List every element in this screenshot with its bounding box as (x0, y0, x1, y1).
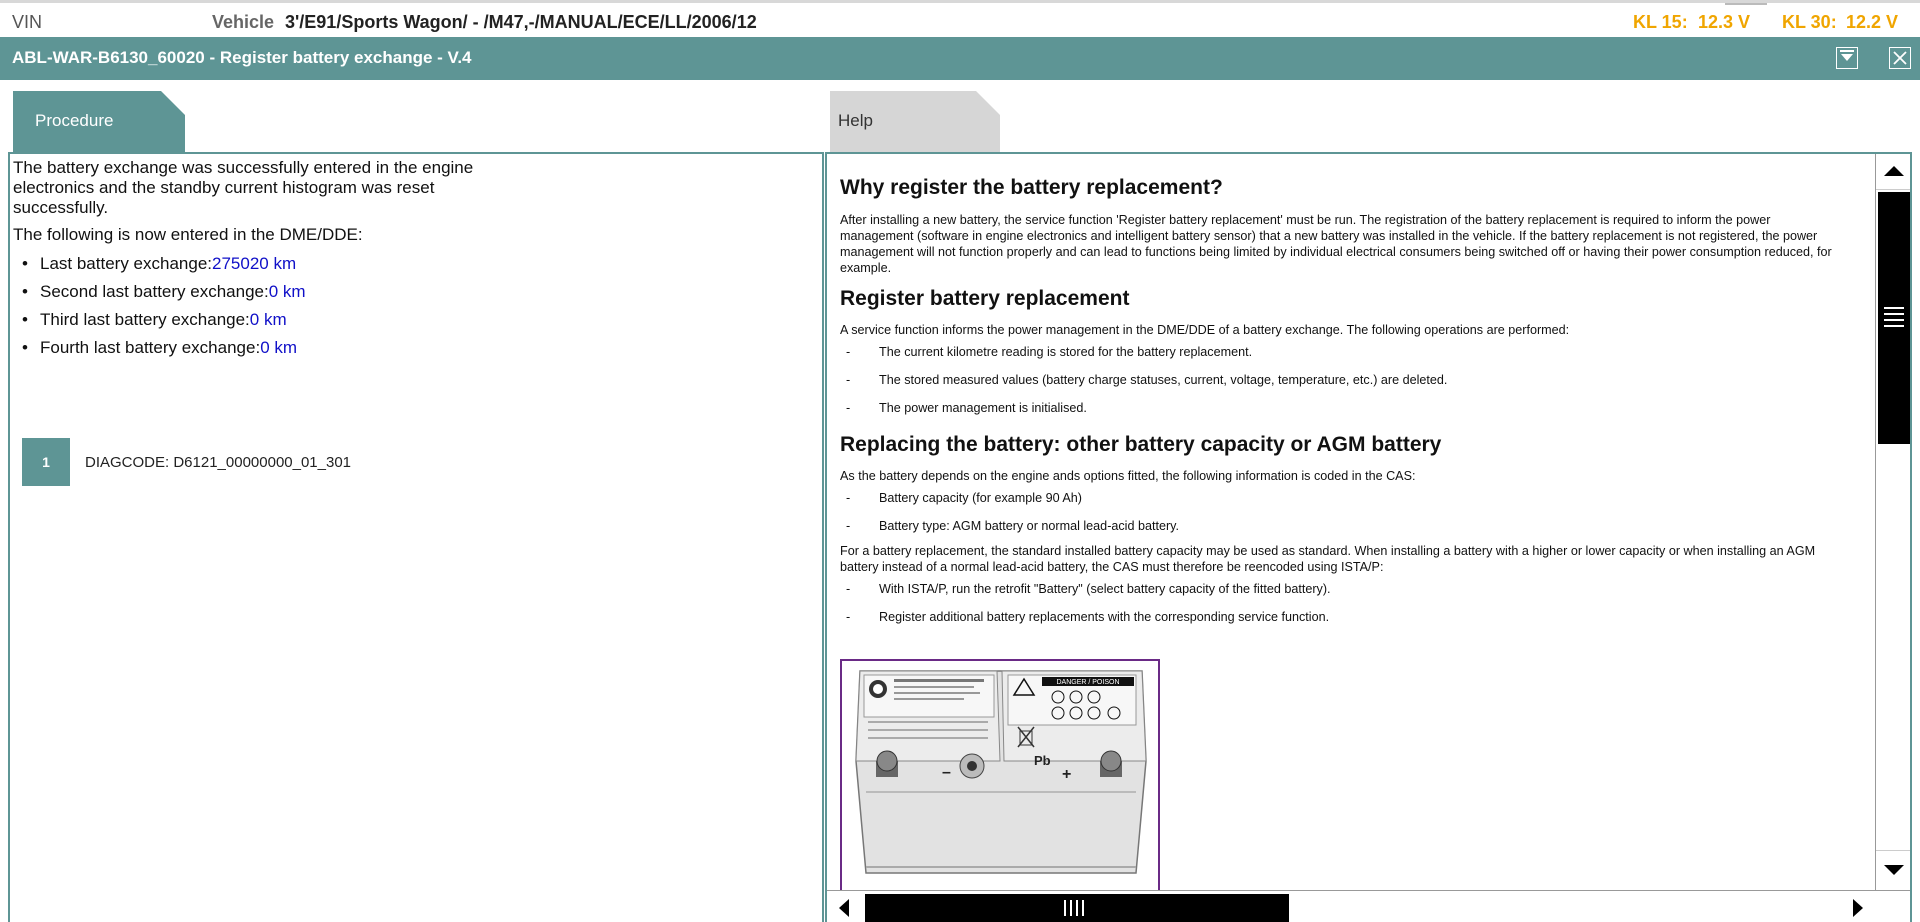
diagcode-text: DIAGCODE: D6121_00000000_01_301 (85, 454, 352, 471)
item-value: 0 km (260, 338, 298, 357)
help-paragraph: After installing a new battery, the service function 'Register battery replacement' must be run. The registration of the battery replacement is required to inform the power management (software in engine electronics and intelligent battery sensor) that a new battery was installed in the vehicle. If the battery replacement is not registered, the power management will not function properly and can lead to functions being limited by individual electrical consumers being switched off or having their power consumption reduced, for example. (840, 213, 1832, 275)
scroll-right-button[interactable] (1839, 891, 1875, 922)
vertical-scroll-thumb[interactable] (1878, 192, 1910, 444)
tab-procedure-label: Procedure (35, 111, 114, 130)
close-icon[interactable] (1889, 47, 1911, 69)
scroll-down-icon (1876, 851, 1912, 887)
minus-text: – (942, 764, 951, 781)
list-item: - Battery type: AGM battery or normal lead-acid battery. (846, 519, 1180, 533)
grip-icon (1878, 192, 1910, 444)
vertical-scrollbar[interactable] (1875, 154, 1911, 890)
help-paragraph: A service function informs the power management in the DME/DDE of a battery exchange. The following operations are performed: (840, 323, 1570, 337)
list-item: • Third last battery exchange:0 km (22, 310, 306, 338)
minimize-icon[interactable] (1836, 47, 1858, 69)
help-panel (825, 152, 1912, 922)
battery-illustration (842, 661, 1158, 897)
help-paragraph: As the battery depends on the engine ands options fitted, the following information is coded in the CAS: (840, 469, 1416, 483)
scroll-up-icon (1876, 154, 1912, 190)
list-item: - The current kilometre reading is stored for the battery replacement. (846, 345, 1253, 359)
vin-label: VIN (12, 12, 43, 32)
scroll-right-icon (1839, 891, 1875, 922)
diag-number-badge: 1 (22, 438, 70, 486)
scroll-left-button[interactable] (827, 891, 863, 922)
list-item: - Register additional battery replacements with the corresponding service function. (846, 610, 1330, 624)
scroll-down-button[interactable] (1876, 850, 1912, 886)
top-divider (1725, 3, 1767, 5)
tab-help[interactable] (830, 91, 1000, 153)
list-item: • Second last battery exchange:0 km (22, 282, 306, 310)
help-paragraph: For a battery replacement, the standard installed battery capacity may be used as standard. When installing a battery with a higher or lower capacity or when installing an AGM battery instead of a normal lead-acid battery, the CAS must therefore be reencoded using ISTA/P: (840, 544, 1816, 574)
vehicle-info-bar (0, 0, 1920, 37)
item-value: 0 km (268, 282, 306, 301)
grip-icon (865, 894, 1289, 922)
vehicle-label: Vehicle (212, 12, 275, 32)
kl30-value: 12.2 V (1846, 12, 1899, 32)
procedure-panel (8, 152, 824, 922)
help-heading-why: Why register the battery replacement? (840, 176, 1223, 199)
list-item: - With ISTA/P, run the retrofit "Battery" (select battery capacity of the fitted battery). (846, 582, 1331, 596)
tab-help-label: Help (838, 111, 873, 130)
help-heading-register: Register battery replacement (840, 287, 1130, 310)
procedure-intro: The battery exchange was successfully entered in the engine electronics and the standby current histogram was reset successfully. (13, 158, 474, 217)
procedure-following: The following is now entered in the DME/DDE: (13, 225, 363, 244)
scroll-up-button[interactable] (1876, 154, 1912, 190)
list-item: • Fourth last battery exchange:0 km (22, 338, 306, 366)
kl15-label: KL 15: (1633, 12, 1688, 32)
tab-procedure[interactable] (13, 91, 185, 153)
pb-text: Pb (1034, 753, 1051, 768)
list-item: • Last battery exchange:275020 km (22, 254, 306, 282)
window-title-bar (0, 37, 1920, 80)
battery-image (840, 659, 1160, 899)
scroll-left-icon (827, 891, 863, 922)
item-value: 0 km (249, 310, 287, 329)
battery-exchange-list (22, 254, 306, 366)
horizontal-scrollbar[interactable] (827, 890, 1911, 922)
kl30-label: KL 30: (1782, 12, 1837, 32)
help-heading-replacing: Replacing the battery: other battery capacity or AGM battery (840, 433, 1442, 456)
item-value: 275020 km (212, 254, 297, 273)
kl15-value: 12.3 V (1698, 12, 1751, 32)
vehicle-value: 3'/E91/Sports Wagon/ - /M47,-/MANUAL/ECE/LL/2006/12 (285, 12, 757, 32)
list-item: - The power management is initialised. (846, 401, 1087, 415)
list-item: - Battery capacity (for example 90 Ah) (846, 491, 1082, 505)
plus-text: + (1062, 766, 1072, 783)
horizontal-scroll-thumb[interactable] (865, 894, 1289, 922)
danger-label-text: DANGER / POISON (1056, 679, 1120, 686)
list-item: - The stored measured values (battery charge statuses, current, voltage, temperature, etc.) are deleted. (846, 373, 1448, 387)
window-title: ABL-WAR-B6130_60020 - Register battery exchange - V.4 (12, 48, 472, 67)
